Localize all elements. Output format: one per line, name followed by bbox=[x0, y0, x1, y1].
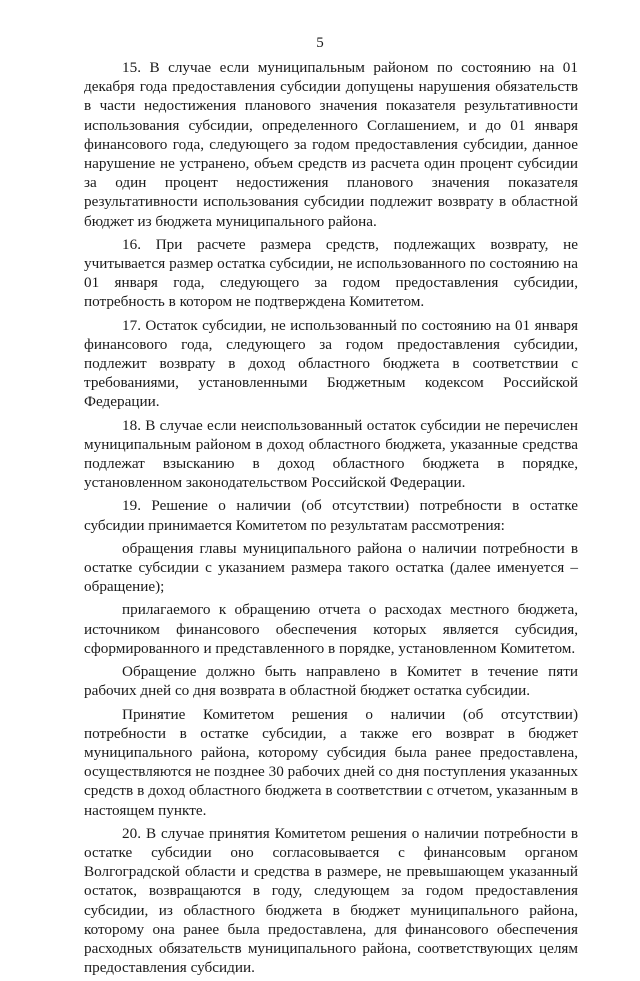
paragraph-19-deadline: Обращение должно быть направлено в Комитет в течение пяти рабочих дней со дня возврата в областной бюджет остатка субсидии. bbox=[84, 663, 578, 700]
paragraph-19-report: прилагаемого к обращению отчета о расходах местного бюджета, источником финансового обеспечения которых является субсидия, сформированного и представленного в порядке, установленном Комитетом. bbox=[84, 601, 578, 657]
paragraph-19-appeal: обращения главы муниципального района о наличии потребности в остатке субсидии с указанием размера такого остатка (далее именуется – обращение); bbox=[84, 539, 578, 596]
document-body bbox=[84, 58, 578, 981]
paragraph-19-decision: Принятие Комитетом решения о наличии (об отсутствии) потребности в остатке субсидии, а также его возврат в бюджет муниципального района, которому субсидия была ранее предоставлена, осуществляются не позднее 30 рабочих дней со дня поступления указанных средств в доход областного бюджета в соответствии с отчетом, указанным в настоящем пункте. bbox=[84, 705, 578, 819]
paragraph-16: 16. При расчете размера средств, подлежащих возврату, не учитывается размер остатка субсидии, не использованного по состоянию на 01 января года, следующего за годом предоставления субсидии, потребность в котором не подтверждена Комитетом. bbox=[84, 235, 578, 311]
paragraph-17: 17. Остаток субсидии, не использованный по состоянию на 01 января финансового года, следующего за годом предоставления субсидии, подлежит возврату в доход областного бюджета в соответствии с требованиями, установленными Бюджетным кодексом Российской Федерации. bbox=[84, 316, 578, 411]
page-number: 5 bbox=[316, 35, 324, 51]
paragraph-19: 19. Решение о наличии (об отсутствии) потребности в остатке субсидии принимается Комитетом по результатам рассмотрения: bbox=[84, 497, 578, 534]
paragraph-20: 20. В случае принятия Комитетом решения о наличии потребности в остатке субсидии оно согласовывается с финансовым органом Волгоградской области и средства в размере, не превышающем указанный остаток, возвращаются в году, следующем за годом предоставления субсидии, из областного бюджета в бюджет муниципального района, которому она ранее была предоставлена, для финансового обеспечения расходных обязательств муниципального района, соответствующих целям предоставления субсидии. bbox=[84, 824, 578, 977]
paragraph-18: 18. В случае если неиспользованный остаток субсидии не перечислен муниципальным районом в доход областного бюджета, указанные средства подлежат взысканию в доход областного бюджета в порядке, установленном законодательством Российской Федерации. bbox=[84, 416, 578, 492]
paragraph-15: 15. В случае если муниципальным районом по состоянию на 01 декабря года предоставления субсидии допущены нарушения обязательств в части недостижения планового значения показателя результативности использования субсидии, определенного Соглашением, и до 01 января финансового года, следующего за годом предоставления субсидии, данное нарушение не устранено, объем средств из расчета один процент субсидии за один процент недостижения планового значения показателя результативности использования субсидии подлежит возврату в областной бюджет из бюджета муниципального района. bbox=[84, 59, 578, 230]
